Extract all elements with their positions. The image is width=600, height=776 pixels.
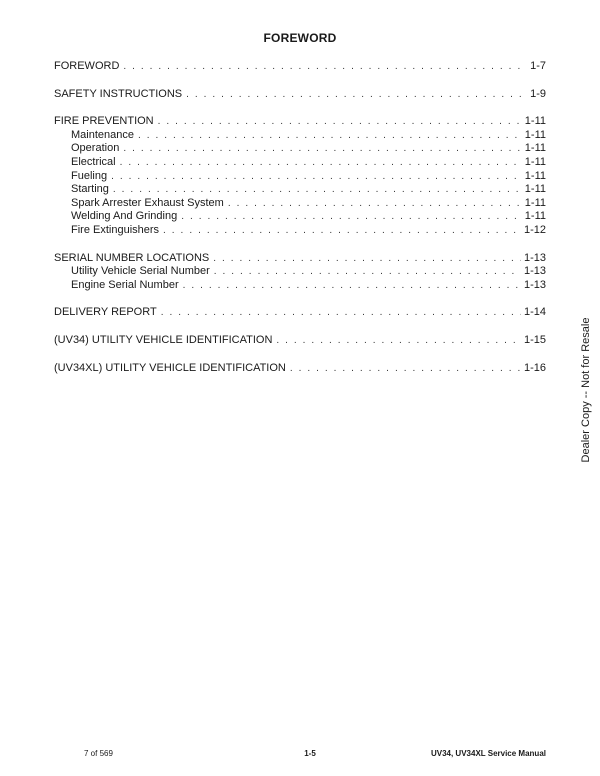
toc-subentry[interactable] (54, 210, 546, 224)
toc-entry-page: 1-13 (523, 251, 546, 264)
dot-leader (186, 88, 527, 102)
dot-leader (138, 129, 522, 143)
toc-subentry[interactable] (54, 279, 546, 293)
toc-entry-label: FIRE PREVENTION (54, 115, 154, 128)
toc-entry[interactable] (54, 60, 546, 74)
toc-entry-page: 1-13 (523, 278, 546, 291)
toc-entry-page: 1-11 (524, 128, 546, 141)
toc-entry-page: 1-11 (524, 155, 546, 168)
dot-leader (276, 334, 521, 348)
toc-entry-page: 1-11 (524, 183, 546, 196)
toc-entry-page: 1-11 (524, 169, 546, 182)
toc-entry-page: 1-14 (523, 306, 546, 319)
dot-leader (123, 60, 527, 74)
toc-entry[interactable] (54, 115, 546, 129)
dot-leader (123, 142, 521, 156)
toc-entry-label: Engine Serial Number (71, 278, 179, 291)
dot-leader (181, 210, 522, 224)
footer-page-number: 1-5 (304, 749, 316, 758)
toc-entry-page: 1-11 (524, 142, 546, 155)
dot-leader (214, 265, 521, 279)
toc-entry-label: Welding And Grinding (71, 210, 178, 223)
dot-leader (290, 362, 521, 376)
toc-entry-label: (UV34) UTILITY VEHICLE IDENTIFICATION (54, 333, 273, 346)
dot-leader (213, 252, 521, 266)
toc-subentry[interactable] (54, 183, 546, 197)
dot-leader (228, 197, 522, 211)
toc-entry-page: 1-9 (530, 87, 546, 100)
toc-entry-page: 1-13 (523, 265, 546, 278)
toc-entry-label: SERIAL NUMBER LOCATIONS (54, 251, 210, 264)
toc-entry-label: Utility Vehicle Serial Number (71, 265, 210, 278)
toc-entry-label: DELIVERY REPORT (54, 306, 157, 319)
toc-entry[interactable] (54, 88, 546, 102)
toc-section (54, 252, 546, 293)
dot-leader (113, 183, 522, 197)
toc-entry-label: Operation (71, 142, 120, 155)
toc-subentry[interactable] (54, 156, 546, 170)
toc-entry[interactable] (54, 306, 546, 320)
toc-entry-label: Spark Arrester Exhaust System (71, 196, 224, 209)
footer-manual-title: UV34, UV34XL Service Manual (430, 749, 546, 758)
dot-leader (111, 170, 522, 184)
toc-entry[interactable] (54, 362, 546, 376)
toc-entry[interactable] (54, 252, 546, 266)
toc-subentry[interactable] (54, 224, 546, 238)
toc-section (54, 115, 546, 237)
toc-section (54, 362, 546, 376)
dot-leader (183, 279, 521, 293)
toc-subentry[interactable] (54, 265, 546, 279)
toc-entry-page: 1-12 (523, 223, 546, 236)
toc-entry-label: Starting (71, 183, 109, 196)
toc-entry-page: 1-11 (524, 115, 546, 128)
toc-section (54, 60, 546, 74)
footer-sheet-count: 7 of 569 (84, 749, 113, 758)
toc-subentry[interactable] (54, 197, 546, 211)
toc-entry[interactable] (54, 334, 546, 348)
toc-subentry[interactable] (54, 170, 546, 184)
toc-entry-label: Electrical (71, 155, 116, 168)
toc-entry-label: (UV34XL) UTILITY VEHICLE IDENTIFICATION (54, 361, 286, 374)
dot-leader (158, 115, 522, 129)
toc-subentry[interactable] (54, 142, 546, 156)
toc-entry-page: 1-16 (523, 361, 546, 374)
toc-entry-label: SAFETY INSTRUCTIONS (54, 87, 183, 100)
dot-leader (163, 224, 521, 238)
toc-subentry[interactable] (54, 129, 546, 143)
toc-section (54, 88, 546, 102)
toc-entry-page: 1-11 (524, 210, 546, 223)
toc-entry-page: 1-7 (530, 60, 546, 72)
dot-leader (161, 306, 521, 320)
toc-entry-label: Fire Extinguishers (71, 223, 160, 236)
dot-leader (120, 156, 522, 170)
toc-entry-label: FOREWORD (54, 60, 120, 72)
toc-entry-page: 1-15 (523, 333, 546, 346)
page-title: FOREWORD (263, 31, 337, 45)
toc-entry-page: 1-11 (524, 196, 546, 209)
toc-entry-label: Maintenance (71, 128, 134, 141)
table-of-contents (54, 60, 546, 389)
toc-entry-label: Fueling (71, 169, 108, 182)
toc-section (54, 334, 546, 348)
toc-section (54, 306, 546, 320)
watermark-side-note: Dealer Copy -- Not for Resale (580, 317, 592, 463)
